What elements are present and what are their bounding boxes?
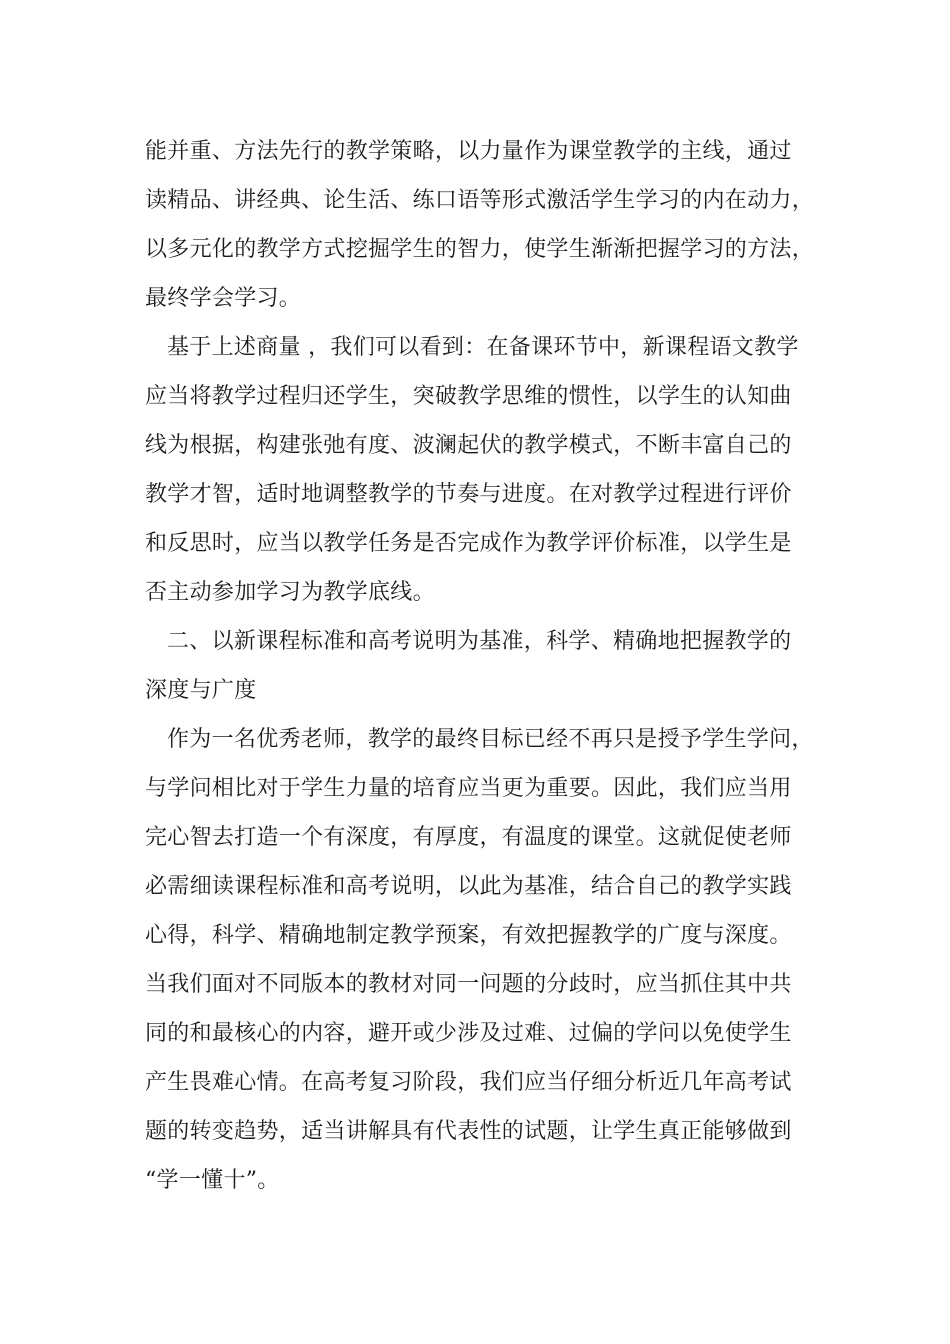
text-line: 教学才智，适时地调整教学的节奏与进度。在对教学过程进行评价 xyxy=(145,482,792,507)
text-line: 产生畏难心情。在高考复习阶段，我们应当仔细分析近几年高考试 xyxy=(145,1070,792,1095)
text-line: 能并重、方法先行的教学策略，以力量作为课堂教学的主线，通过 xyxy=(145,139,792,164)
text-line: 完心智去打造一个有深度，有厚度，有温度的课堂。这就促使老师 xyxy=(145,825,792,850)
text-line: 最终学会学习。 xyxy=(145,286,302,311)
text-line: 题的转变趋势，适当讲解具有代表性的试题，让学生真正能够做到 xyxy=(145,1119,792,1144)
text-line: 当我们面对不同版本的教材对同一问题的分歧时，应当抓住其中共 xyxy=(145,972,792,997)
paragraph-start-line: 基于上述商量 ，我们可以看到：在备课环节中，新课程语文教学 xyxy=(167,335,799,360)
section-heading-line: 深度与广度 xyxy=(145,678,257,703)
paragraph-start-line: 作为一名优秀老师，教学的最终目标已经不再只是授予学生学问， xyxy=(167,727,814,752)
text-line: 读精品、讲经典、论生活、练口语等形式激活学生学习的内在动力， xyxy=(145,188,815,213)
text-line: 否主动参加学习为教学底线。 xyxy=(145,580,435,605)
text-line: 与学问相比对于学生力量的培育应当更为重要。因此，我们应当用 xyxy=(145,776,792,801)
text-line: 应当将教学过程归还学生，突破教学思维的惯性，以学生的认知曲 xyxy=(145,384,792,409)
body-text xyxy=(145,127,825,1205)
text-line: 和反思时，应当以教学任务是否完成作为教学评价标准，以学生是 xyxy=(145,531,792,556)
text-line: 必需细读课程标准和高考说明，以此为基准，结合自己的教学实践 xyxy=(145,874,792,899)
text-line: “学一懂十”。 xyxy=(145,1168,280,1193)
text-line: 线为根据，构建张弛有度、波澜起伏的教学模式，不断丰富自己的 xyxy=(145,433,792,458)
section-heading-line: 二、以新课程标准和高考说明为基准，科学、精确地把握教学的 xyxy=(167,629,792,654)
text-line: 以多元化的教学方式挖掘学生的智力，使学生渐渐把握学习的方法， xyxy=(145,237,815,262)
text-line: 心得，科学、精确地制定教学预案，有效把握教学的广度与深度。 xyxy=(145,923,792,948)
text-line: 同的和最核心的内容，避开或少涉及过难、过偏的学问以免使学生 xyxy=(145,1021,792,1046)
